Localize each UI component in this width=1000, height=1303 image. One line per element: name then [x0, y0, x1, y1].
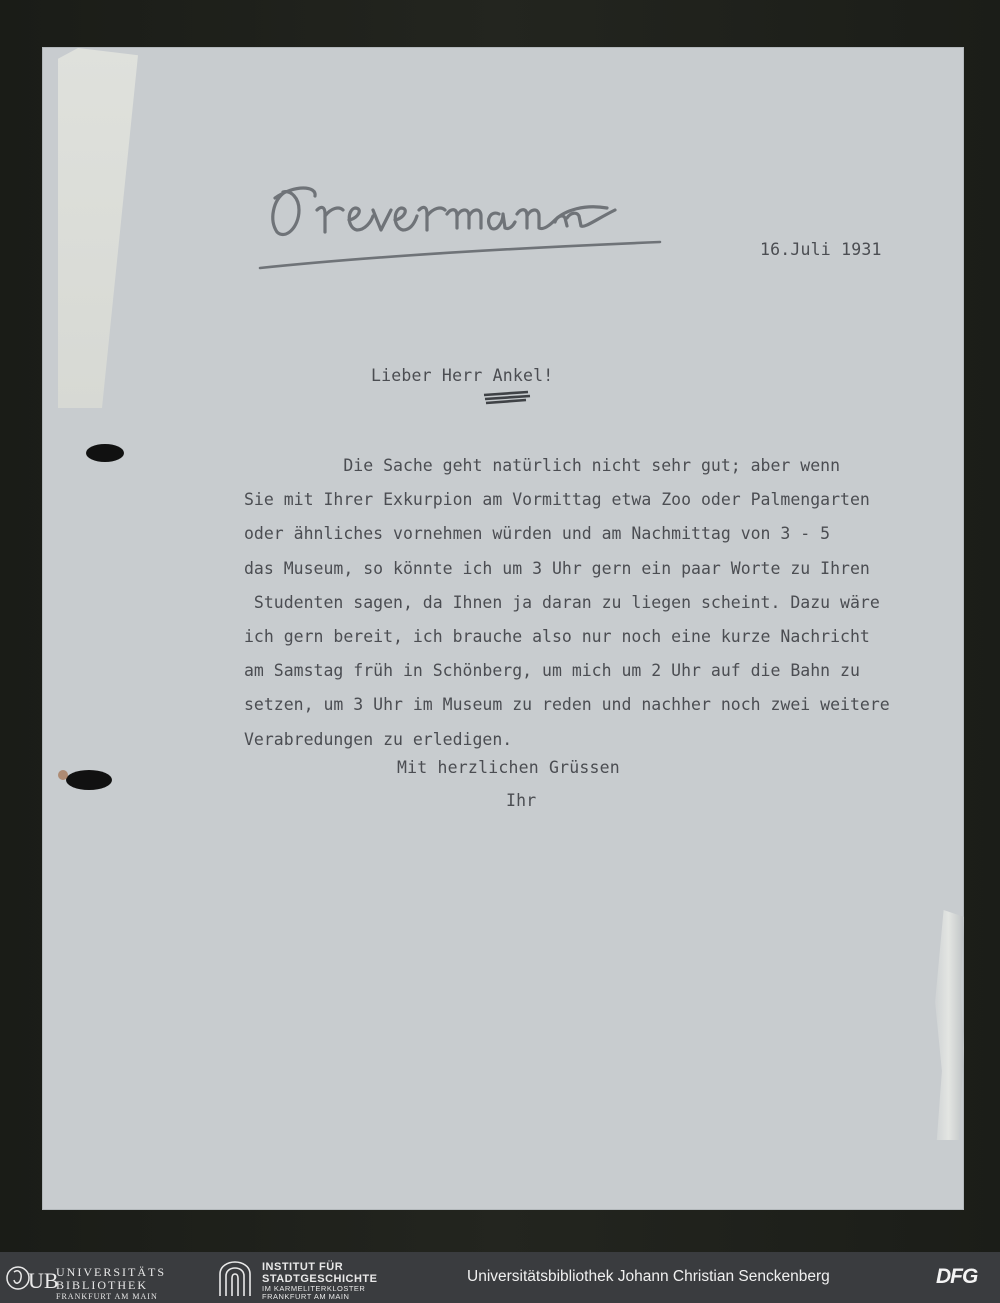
- body-line: ich gern bereit, ich brauche also nur noch eine kurze Nachricht: [244, 626, 870, 646]
- institut-logo-link[interactable]: [214, 1260, 404, 1301]
- ub-logo-link[interactable]: [6, 1260, 206, 1301]
- ub-logo-line2: BIBLIOTHEK: [56, 1278, 148, 1292]
- rust-stain: [58, 770, 68, 780]
- signoff: Ihr: [506, 791, 537, 810]
- body-line: das Museum, so könnte ich um 3 Uhr gern ein paar Worte zu Ihren: [244, 558, 870, 578]
- body-line: Die Sache geht natürlich nicht sehr gut; aber wenn: [244, 456, 841, 475]
- body-line: Studenten sagen, da Ihnen ja daran zu liegen scheint. Dazu wäre: [244, 592, 880, 612]
- salutation: Lieber Herr Ankel!: [371, 366, 554, 385]
- pencil-underline: [482, 390, 532, 404]
- institut-logo-line1: INSTITUT FÜR: [262, 1261, 344, 1273]
- body-line: setzen, um 3 Uhr im Museum zu reden und nachher noch zwei weitere: [244, 695, 890, 715]
- ub-logo-line1: UNIVERSITÄTS: [56, 1265, 166, 1279]
- letter-body: [244, 449, 890, 757]
- footer-title: Universitätsbibliothek Johann Christian Senckenberg: [467, 1268, 830, 1285]
- closing: Mit herzlichen Grüssen: [397, 758, 620, 777]
- ub-logo-line3: FRANKFURT AM MAIN: [56, 1292, 158, 1301]
- punch-hole-top: [86, 444, 124, 462]
- institut-logo-icon: [214, 1260, 256, 1298]
- institut-logo-line2: STADTGESCHICHTE: [262, 1272, 378, 1285]
- handwritten-name: [255, 170, 675, 280]
- institut-logo-line3: IM KARMELITERKLOSTER: [262, 1284, 366, 1294]
- footer-bar: [0, 1252, 1000, 1303]
- ub-logo-icon: [6, 1260, 59, 1296]
- handwritten-name-drawing: [255, 170, 675, 280]
- institut-logo-line4: FRANKFURT AM MAIN: [262, 1291, 350, 1301]
- body-line: Verabredungen zu erledigen.: [244, 729, 513, 749]
- body-line: oder ähnliches vornehmen würden und am Nachmittag von 3 - 5: [244, 524, 831, 544]
- punch-hole-bottom: [66, 770, 112, 790]
- letter-date: 16.Juli 1931: [760, 240, 882, 259]
- body-line: Sie mit Ihrer Exkurpion am Vormittag etwa Zoo oder Palmengarten: [244, 490, 870, 510]
- body-line: am Samstag früh in Schönberg, um mich um 2 Uhr auf die Bahn zu: [244, 661, 860, 681]
- dfg-logo[interactable]: DFG: [936, 1265, 978, 1288]
- ub-mark-text: UB: [28, 1268, 59, 1293]
